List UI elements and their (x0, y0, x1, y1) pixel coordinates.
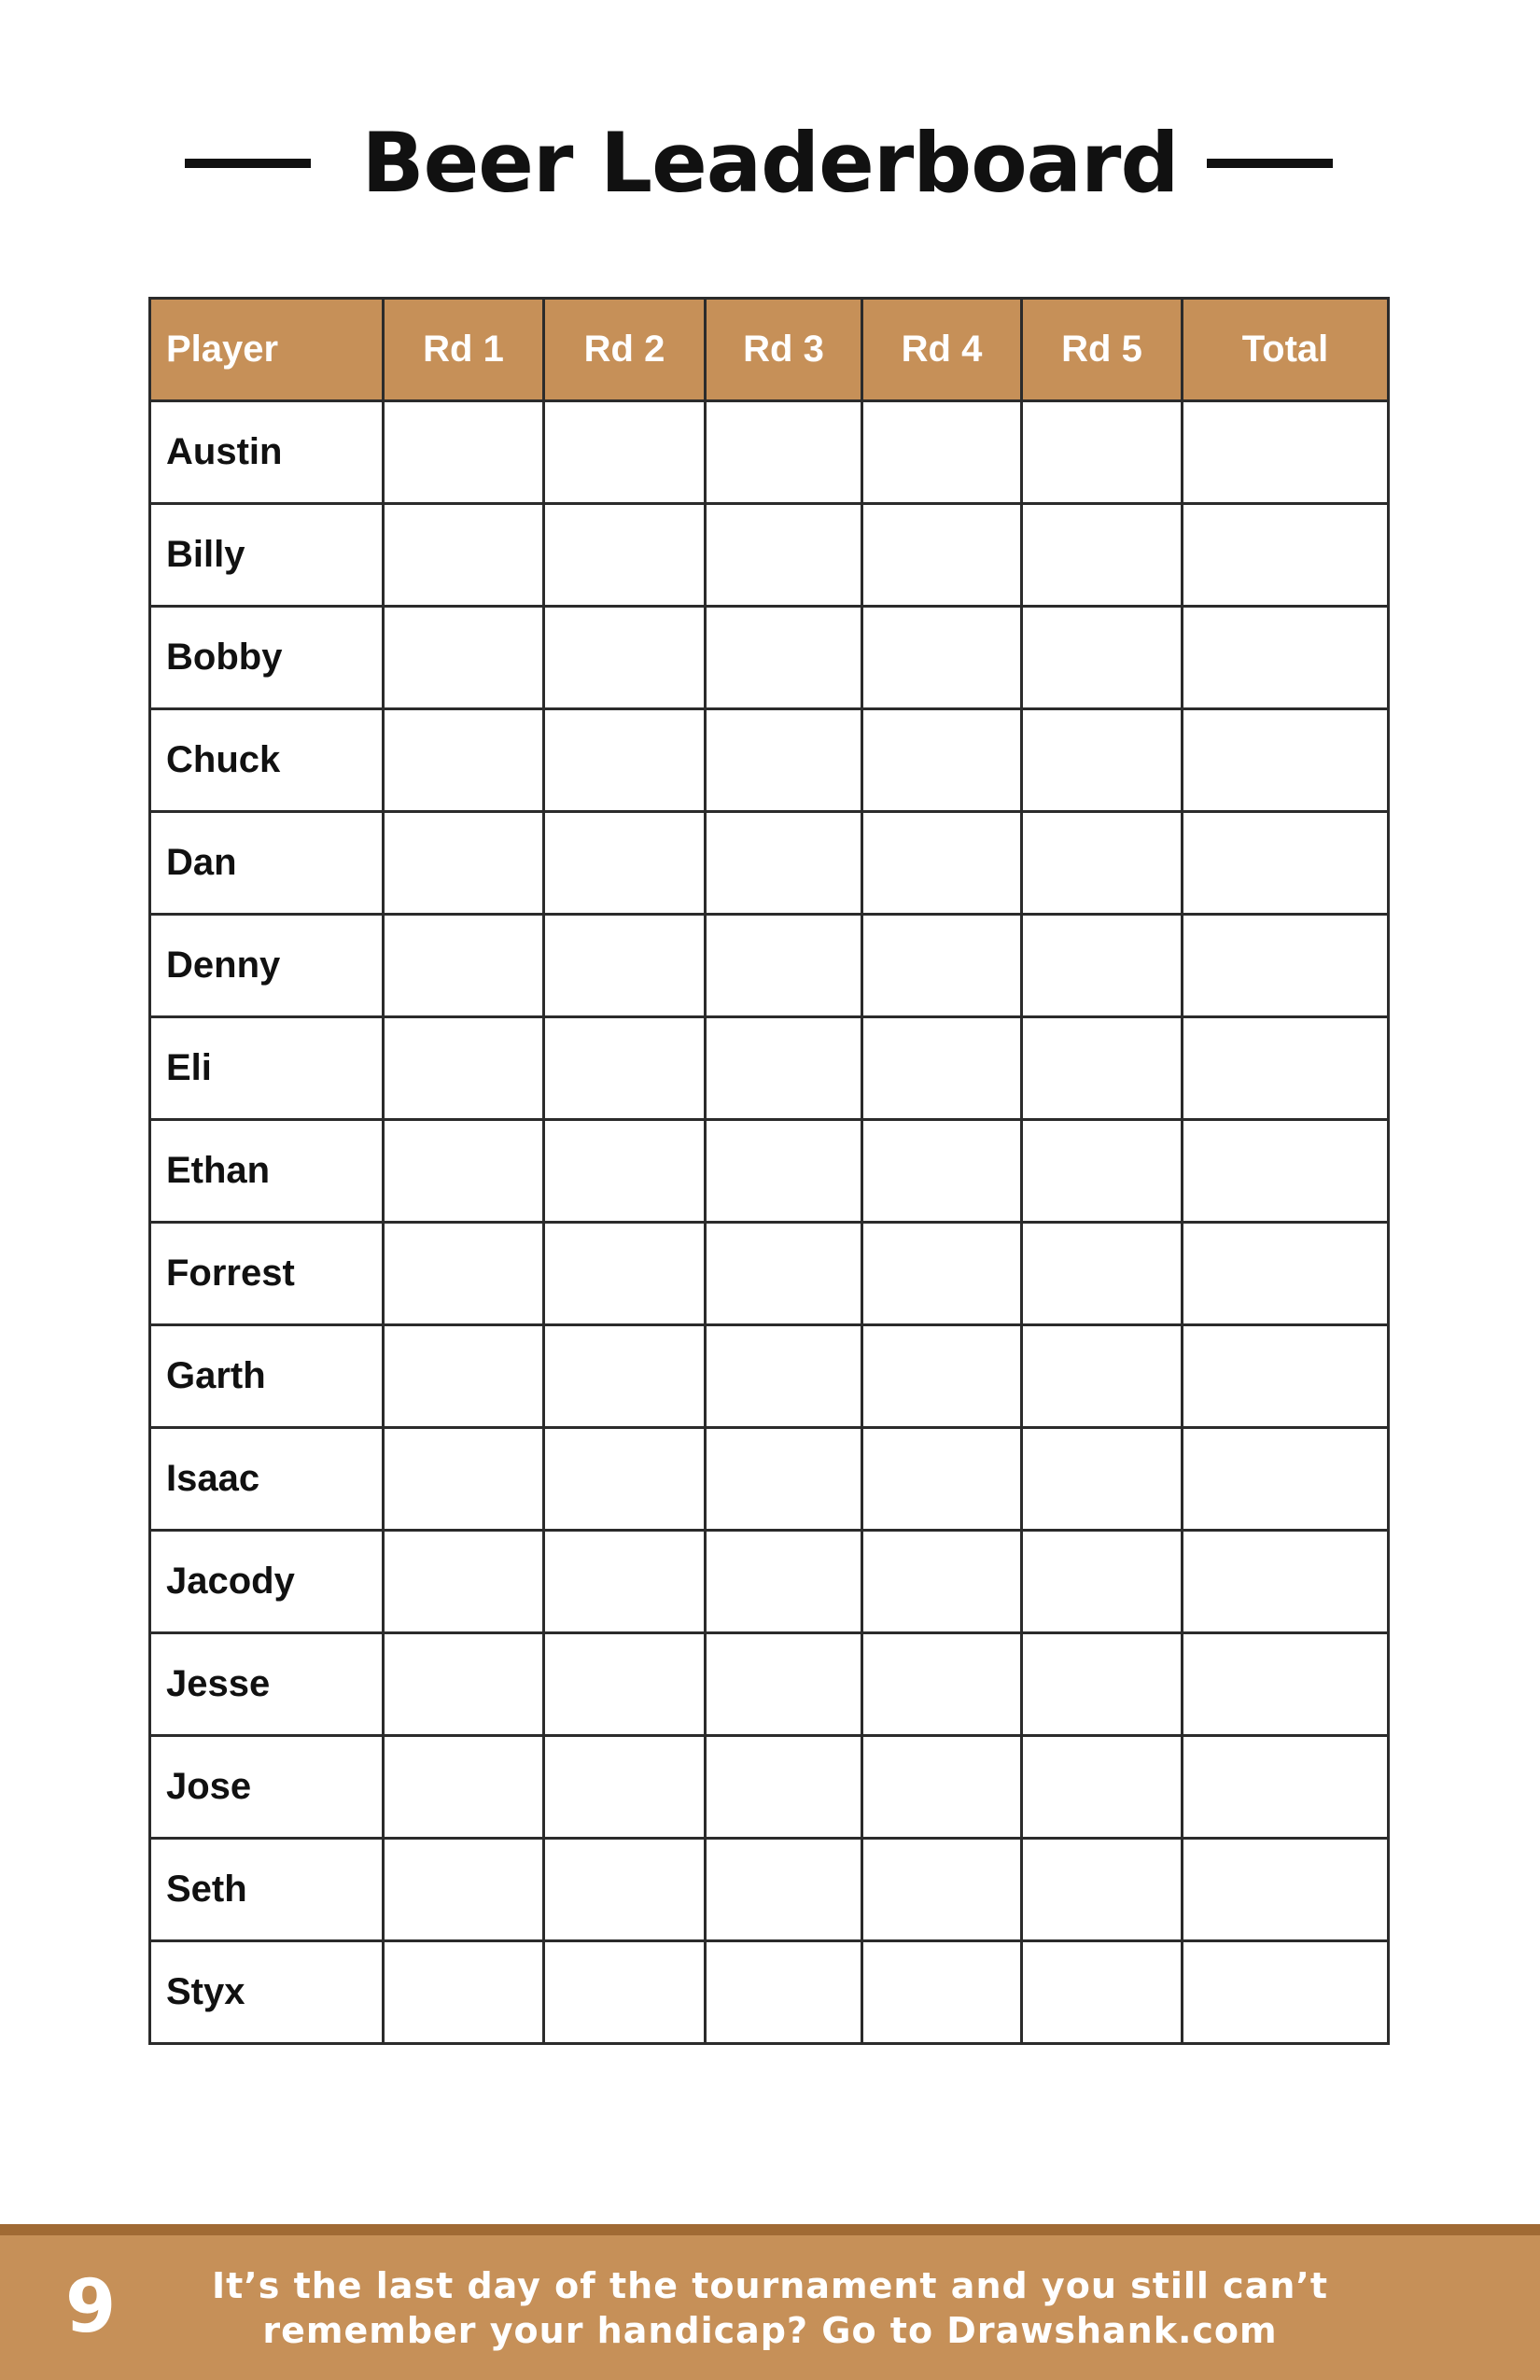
round-score-cell (1022, 709, 1183, 812)
round-score-cell (384, 1120, 544, 1223)
round-score-cell (706, 1017, 862, 1120)
round-score-cell (384, 1531, 544, 1633)
table-row (150, 915, 1389, 1017)
total-cell (1183, 709, 1389, 812)
round-score-cell (544, 1428, 706, 1531)
round-score-cell (706, 1428, 862, 1531)
round-score-cell (544, 1941, 706, 2044)
table-body (150, 401, 1389, 2044)
round-score-cell (384, 1428, 544, 1531)
column-header-rd2: Rd 2 (544, 299, 706, 401)
round-score-cell (862, 1325, 1022, 1428)
total-cell (1183, 1017, 1389, 1120)
round-score-cell (1022, 1223, 1183, 1325)
column-header-rd4: Rd 4 (862, 299, 1022, 401)
round-score-cell (706, 1736, 862, 1839)
round-score-cell (544, 1325, 706, 1428)
round-score-cell (544, 1531, 706, 1633)
round-score-cell (544, 1223, 706, 1325)
player-name: Isaac (150, 1428, 384, 1531)
player-name: Garth (150, 1325, 384, 1428)
round-score-cell (862, 1531, 1022, 1633)
round-score-cell (706, 1325, 862, 1428)
round-score-cell (862, 504, 1022, 607)
table-row (150, 401, 1389, 504)
title-row (0, 107, 1540, 219)
total-cell (1183, 1223, 1389, 1325)
round-score-cell (384, 915, 544, 1017)
round-score-cell (1022, 401, 1183, 504)
table-row (150, 1941, 1389, 2044)
total-cell (1183, 1736, 1389, 1839)
round-score-cell (862, 1839, 1022, 1941)
round-score-cell (1022, 1531, 1183, 1633)
round-score-cell (1022, 504, 1183, 607)
footer-band (0, 2224, 1540, 2380)
total-cell (1183, 1428, 1389, 1531)
column-header-rd3: Rd 3 (706, 299, 862, 401)
round-score-cell (1022, 915, 1183, 1017)
table-row (150, 1736, 1389, 1839)
total-cell (1183, 401, 1389, 504)
round-score-cell (1022, 1428, 1183, 1531)
round-score-cell (544, 1120, 706, 1223)
player-name: Billy (150, 504, 384, 607)
round-score-cell (706, 1941, 862, 2044)
round-score-cell (706, 1223, 862, 1325)
round-score-cell (862, 1941, 1022, 2044)
round-score-cell (384, 1325, 544, 1428)
round-score-cell (1022, 1941, 1183, 2044)
column-header-player: Player (150, 299, 384, 401)
round-score-cell (862, 1633, 1022, 1736)
round-score-cell (862, 1017, 1022, 1120)
round-score-cell (862, 812, 1022, 915)
total-cell (1183, 607, 1389, 709)
round-score-cell (1022, 607, 1183, 709)
table-row (150, 1223, 1389, 1325)
round-score-cell (706, 915, 862, 1017)
round-score-cell (1022, 1633, 1183, 1736)
round-score-cell (1022, 1325, 1183, 1428)
round-score-cell (1022, 1017, 1183, 1120)
round-score-cell (1022, 812, 1183, 915)
player-name: Eli (150, 1017, 384, 1120)
player-name: Jose (150, 1736, 384, 1839)
round-score-cell (384, 812, 544, 915)
round-score-cell (384, 709, 544, 812)
round-score-cell (706, 401, 862, 504)
round-score-cell (384, 1941, 544, 2044)
round-score-cell (706, 1633, 862, 1736)
round-score-cell (862, 1736, 1022, 1839)
page-number: 9 (65, 2265, 117, 2349)
footer-tip-line-2: remember your handicap? Go to Drawshank.com (262, 2310, 1278, 2351)
round-score-cell (706, 504, 862, 607)
round-score-cell (384, 1633, 544, 1736)
footer-tip (187, 2263, 1353, 2353)
round-score-cell (384, 1017, 544, 1120)
table-row (150, 1839, 1389, 1941)
column-header-rd1: Rd 1 (384, 299, 544, 401)
round-score-cell (1022, 1839, 1183, 1941)
round-score-cell (1022, 1736, 1183, 1839)
table-row (150, 607, 1389, 709)
round-score-cell (544, 401, 706, 504)
round-score-cell (544, 504, 706, 607)
total-cell (1183, 1120, 1389, 1223)
round-score-cell (862, 709, 1022, 812)
round-score-cell (544, 709, 706, 812)
round-score-cell (862, 1428, 1022, 1531)
table-row (150, 1120, 1389, 1223)
table-row (150, 504, 1389, 607)
header-row (150, 299, 1389, 401)
table-row (150, 1428, 1389, 1531)
round-score-cell (706, 1120, 862, 1223)
player-name: Ethan (150, 1120, 384, 1223)
title-dash-right (1207, 159, 1333, 168)
round-score-cell (862, 915, 1022, 1017)
round-score-cell (706, 812, 862, 915)
round-score-cell (706, 709, 862, 812)
leaderboard-table (148, 297, 1390, 2045)
round-score-cell (384, 1736, 544, 1839)
round-score-cell (862, 1223, 1022, 1325)
total-cell (1183, 1325, 1389, 1428)
player-name: Bobby (150, 607, 384, 709)
player-name: Dan (150, 812, 384, 915)
player-name: Austin (150, 401, 384, 504)
column-header-total: Total (1183, 299, 1389, 401)
total-cell (1183, 1839, 1389, 1941)
page-title: Beer Leaderboard (361, 115, 1179, 211)
round-score-cell (384, 504, 544, 607)
table-row (150, 1531, 1389, 1633)
round-score-cell (706, 1839, 862, 1941)
table-row (150, 812, 1389, 915)
round-score-cell (544, 1633, 706, 1736)
total-cell (1183, 1941, 1389, 2044)
total-cell (1183, 504, 1389, 607)
round-score-cell (544, 1839, 706, 1941)
player-name: Styx (150, 1941, 384, 2044)
round-score-cell (544, 1736, 706, 1839)
round-score-cell (544, 607, 706, 709)
round-score-cell (384, 1223, 544, 1325)
round-score-cell (384, 401, 544, 504)
table-row (150, 1017, 1389, 1120)
player-name: Jacody (150, 1531, 384, 1633)
round-score-cell (384, 607, 544, 709)
footer-tip-line-1: It’s the last day of the tournament and you still can’t (211, 2265, 1329, 2306)
player-name: Denny (150, 915, 384, 1017)
round-score-cell (544, 1017, 706, 1120)
round-score-cell (862, 607, 1022, 709)
player-name: Seth (150, 1839, 384, 1941)
total-cell (1183, 1633, 1389, 1736)
round-score-cell (384, 1839, 544, 1941)
round-score-cell (706, 607, 862, 709)
player-name: Forrest (150, 1223, 384, 1325)
round-score-cell (706, 1531, 862, 1633)
table-row (150, 709, 1389, 812)
total-cell (1183, 1531, 1389, 1633)
column-header-rd5: Rd 5 (1022, 299, 1183, 401)
player-name: Jesse (150, 1633, 384, 1736)
table-row (150, 1633, 1389, 1736)
round-score-cell (1022, 1120, 1183, 1223)
player-name: Chuck (150, 709, 384, 812)
total-cell (1183, 915, 1389, 1017)
round-score-cell (544, 812, 706, 915)
table-row (150, 1325, 1389, 1428)
round-score-cell (862, 1120, 1022, 1223)
round-score-cell (544, 915, 706, 1017)
round-score-cell (862, 401, 1022, 504)
total-cell (1183, 812, 1389, 915)
